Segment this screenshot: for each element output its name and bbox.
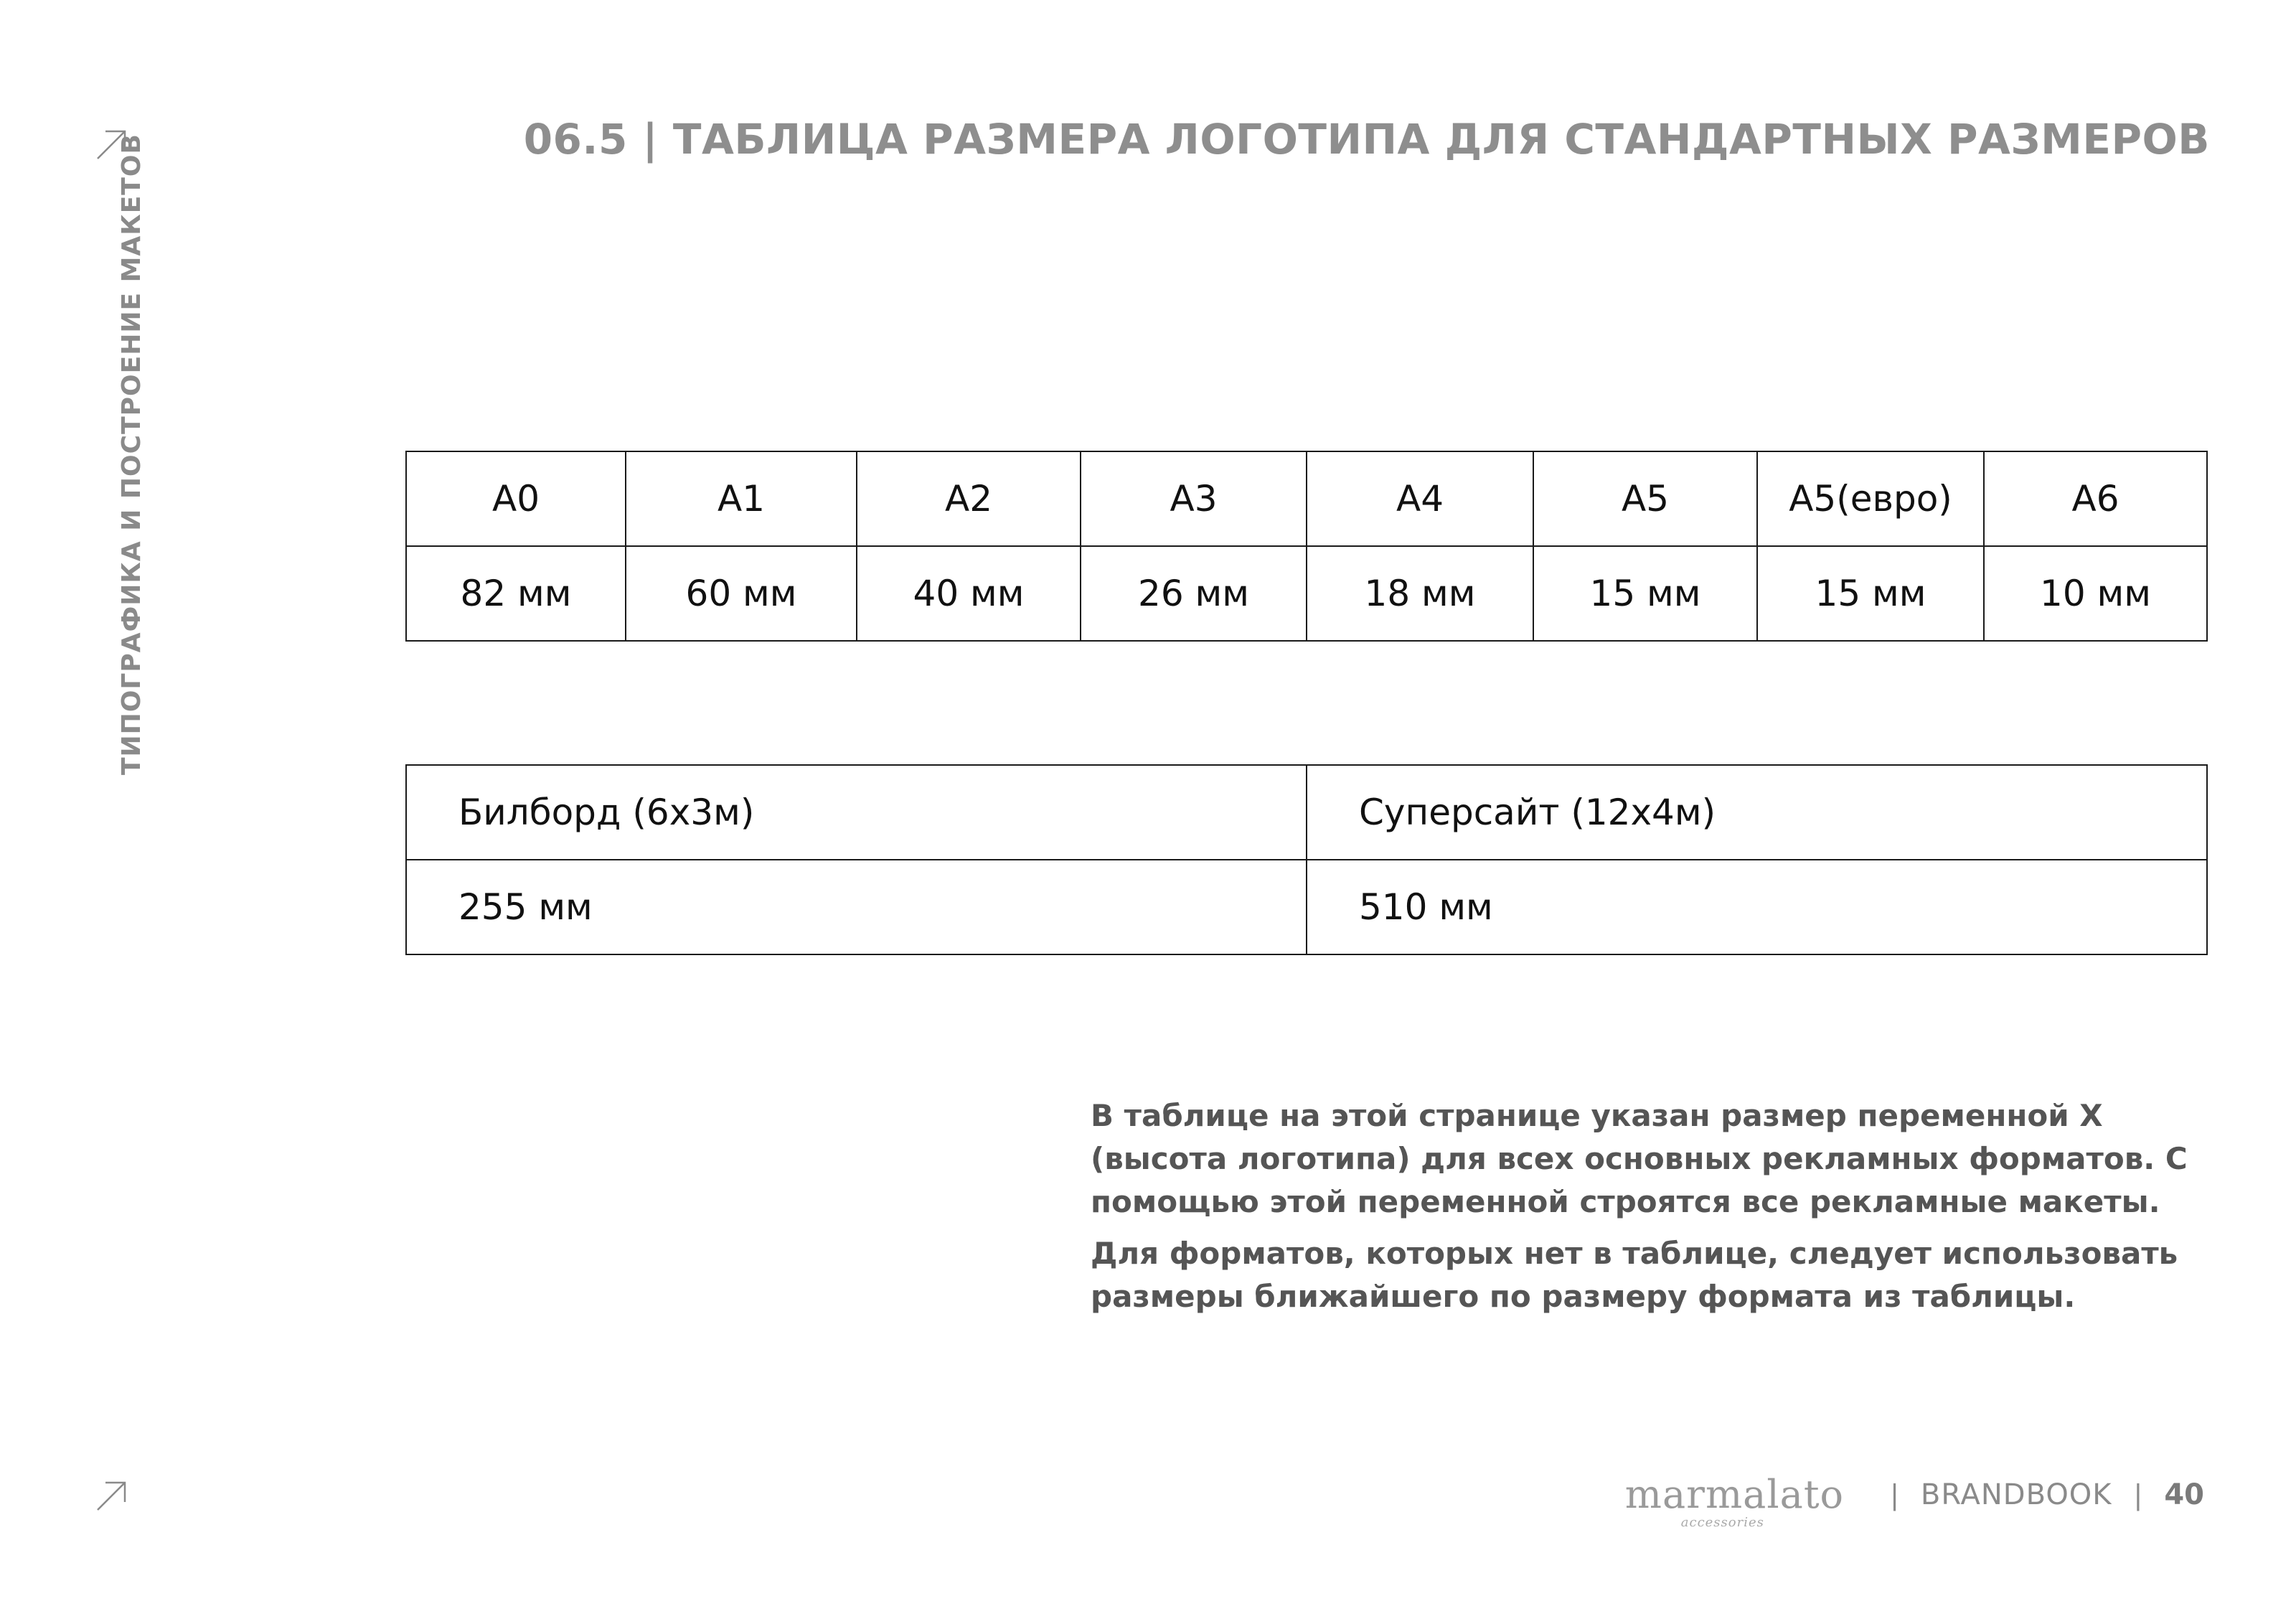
description-paragraph: Для форматов, которых нет в таблице, следует использовать размеры ближайшего по размеру формата из таблицы. [1091, 1236, 2178, 1314]
table-row [406, 546, 2207, 641]
brand-logo [1624, 1472, 1845, 1530]
arrow-up-right-icon [95, 129, 127, 161]
description-text [1091, 1094, 2224, 1327]
page-number: 40 [2164, 1478, 2204, 1511]
table-cell: 15 мм [1757, 546, 1984, 641]
table-cell: 15 мм [1533, 546, 1757, 641]
description-paragraph: В таблице на этой странице указан размер переменной Х (высота логотипа) для всех основных рекламных форматов. С помощью этой переменной строятся все рекламные макеты. [1091, 1098, 2188, 1219]
table-header-row [406, 765, 2207, 860]
table-cell: 40 мм [857, 546, 1081, 641]
table-cell: 255 мм [406, 860, 1307, 954]
footer [1624, 1470, 2204, 1530]
arrow-up-right-icon [95, 1480, 127, 1512]
sidebar-section-title: ТИПОГРАФИКА И ПОСТРОЕНИЕ МАКЕТОВ [117, 133, 146, 775]
page-title: 06.5 | ТАБЛИЦА РАЗМЕРА ЛОГОТИПА ДЛЯ СТАНДАРТНЫХ РАЗМЕРОВ [523, 115, 2210, 164]
logo-wordmark: marmalato [1624, 1472, 1845, 1517]
doc-label: BRANDBOOK [1920, 1478, 2112, 1511]
table-cell: 510 мм [1307, 860, 2207, 954]
table-cell: 18 мм [1307, 546, 1533, 641]
table-header-cell: Билборд (6х3м) [406, 765, 1307, 860]
table-header-cell: А0 [406, 451, 626, 546]
footer-separator: | [2133, 1479, 2143, 1511]
table-cell: 60 мм [626, 546, 857, 641]
table-header-cell: Суперсайт (12х4м) [1307, 765, 2207, 860]
table-header-cell: А4 [1307, 451, 1533, 546]
table-header-cell: А1 [626, 451, 857, 546]
table-cell: 26 мм [1081, 546, 1307, 641]
table-header-cell: А2 [857, 451, 1081, 546]
footer-separator: | [1890, 1479, 1899, 1511]
large-formats-table [405, 764, 2208, 955]
table-header-row [406, 451, 2207, 546]
table-header-cell: А3 [1081, 451, 1307, 546]
logo-tagline: accessories [1680, 1515, 1764, 1530]
table-row [406, 860, 2207, 954]
table-header-cell: А6 [1984, 451, 2207, 546]
table-header-cell: А5 [1533, 451, 1757, 546]
table-cell: 82 мм [406, 546, 626, 641]
table-cell: 10 мм [1984, 546, 2207, 641]
table-header-cell: А5(евро) [1757, 451, 1984, 546]
formats-table [405, 451, 2208, 642]
